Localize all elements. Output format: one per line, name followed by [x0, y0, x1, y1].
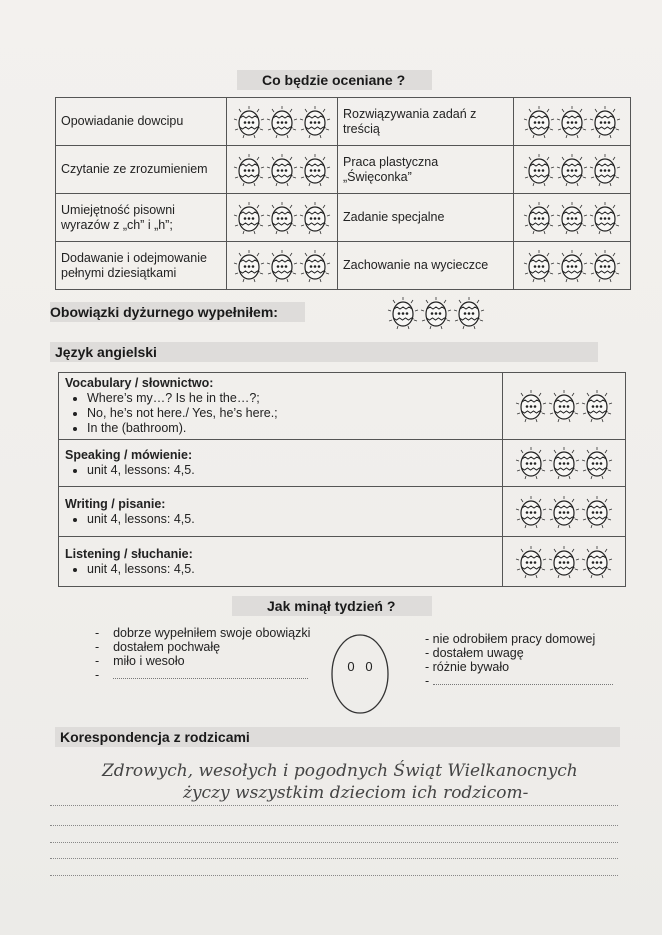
- easter-egg-icon: [453, 296, 485, 330]
- easter-egg-icon: [548, 495, 580, 529]
- egg-rating: [523, 153, 621, 187]
- table-row: [56, 194, 631, 242]
- easter-egg-icon: [299, 153, 331, 187]
- easter-egg-icon: [299, 249, 331, 283]
- egg-rating: [515, 389, 613, 423]
- parents-message-line1: Zdrowych, wesołych i pogodnych Świąt Wielkanocnych: [102, 761, 578, 781]
- grading-right-eggs: [514, 98, 631, 146]
- easter-egg-icon: [581, 389, 613, 423]
- easter-egg-icon: [515, 495, 547, 529]
- dotted-line: [50, 875, 618, 876]
- easter-egg-icon: [266, 201, 298, 235]
- table-row: [59, 373, 626, 440]
- grading-right-label: Rozwiązywania zadań z treścią: [338, 98, 514, 146]
- easter-egg-icon: [515, 446, 547, 480]
- easter-egg-icon: [299, 201, 331, 235]
- grading-left-eggs: [227, 98, 338, 146]
- table-row: [56, 146, 631, 194]
- easter-egg-icon: [233, 105, 265, 139]
- dotted-line: [50, 825, 618, 826]
- egg-rating: [523, 249, 621, 283]
- english-heading: Język angielski: [55, 344, 157, 360]
- easter-egg-icon: [556, 249, 588, 283]
- easter-egg-icon: [581, 495, 613, 529]
- egg-rating: [515, 545, 613, 579]
- english-eggs: [503, 537, 626, 587]
- egg-rating: [233, 105, 331, 139]
- egg-rating: [233, 249, 331, 283]
- grading-left-eggs: [227, 194, 338, 242]
- table-row: [56, 242, 631, 290]
- grading-left-label: Czytanie ze zrozumieniem: [56, 146, 227, 194]
- english-section: [59, 487, 503, 537]
- grading-left-label: Dodawanie i odejmowanie pełnymi dziesiątkami: [56, 242, 227, 290]
- blank-line: -: [95, 668, 325, 682]
- grading-left-eggs: [227, 242, 338, 290]
- easter-egg-icon: [387, 296, 419, 330]
- dotted-line: [50, 842, 618, 843]
- easter-egg-icon: [233, 249, 265, 283]
- egg-rating: [523, 201, 621, 235]
- easter-egg-icon: [515, 545, 547, 579]
- table-row: [59, 440, 626, 487]
- grading-right-label: Zachowanie na wycieczce: [338, 242, 514, 290]
- easter-egg-icon: [589, 153, 621, 187]
- list-item: • Where’s my…? Is he in the…?;: [87, 391, 497, 406]
- english-table: [58, 372, 626, 587]
- easter-egg-icon: [266, 105, 298, 139]
- egg-rating: [515, 495, 613, 529]
- grading-right-label: Zadanie specjalne: [338, 194, 514, 242]
- easter-egg-icon: [556, 105, 588, 139]
- list-item: - miło i wesoło: [95, 654, 185, 668]
- week-right-list: [425, 632, 625, 688]
- list-item: - dostałem pochwałę: [95, 640, 221, 654]
- list-item: - dostałem uwagę: [425, 646, 524, 660]
- easter-egg-icon: [523, 201, 555, 235]
- dotted-line: [50, 805, 618, 806]
- easter-egg-icon: [589, 105, 621, 139]
- easter-egg-icon: [523, 249, 555, 283]
- easter-egg-icon: [581, 446, 613, 480]
- english-section: [59, 440, 503, 487]
- table-row: [56, 98, 631, 146]
- grading-right-eggs: [514, 242, 631, 290]
- list-item: • unit 4, lessons: 4,5.: [87, 463, 497, 478]
- list-item: • In the (bathroom).: [87, 421, 497, 436]
- page-title: Co będzie oceniane ?: [262, 72, 406, 88]
- list-item: - dobrze wypełniłem swoje obowiązki: [95, 626, 311, 640]
- english-section-title: Writing / pisanie:: [65, 496, 166, 511]
- easter-egg-icon: [523, 153, 555, 187]
- easter-egg-icon: [420, 296, 452, 330]
- egg-rating: [515, 446, 613, 480]
- duty-label: Obowiązki dyżurnego wypełniłem:: [50, 304, 278, 320]
- english-eggs: [503, 373, 626, 440]
- parents-heading: Korespondencja z rodzicami: [60, 729, 250, 745]
- grading-right-eggs: [514, 146, 631, 194]
- duty-eggs: [387, 296, 485, 330]
- easter-egg-icon: [233, 201, 265, 235]
- blank-line: -: [425, 674, 625, 688]
- english-eggs: [503, 440, 626, 487]
- easter-egg-icon: [548, 389, 580, 423]
- list-item: • unit 4, lessons: 4,5.: [87, 512, 497, 527]
- easter-egg-icon: [266, 153, 298, 187]
- english-section-title: Speaking / mówienie:: [65, 448, 193, 462]
- grading-left-eggs: [227, 146, 338, 194]
- easter-egg-icon: [233, 153, 265, 187]
- face-oval: [330, 633, 390, 715]
- egg-rating: [523, 105, 621, 139]
- dotted-line: [50, 858, 618, 859]
- english-section: [59, 373, 503, 440]
- english-section: [59, 537, 503, 587]
- easter-egg-icon: [299, 105, 331, 139]
- easter-egg-icon: [589, 201, 621, 235]
- english-section-title: Listening / słuchanie:: [65, 546, 193, 561]
- list-item: - różnie bywało: [425, 660, 510, 674]
- easter-egg-icon: [266, 249, 298, 283]
- easter-egg-icon: [556, 153, 588, 187]
- easter-egg-icon: [548, 545, 580, 579]
- list-item: • unit 4, lessons: 4,5.: [87, 562, 497, 577]
- grading-left-label: Umiejętność pisowni wyrazów z „ch” i „h”;: [56, 194, 227, 242]
- table-row: [59, 537, 626, 587]
- easter-egg-icon: [556, 201, 588, 235]
- face-eyes: 0 0: [347, 659, 373, 674]
- easter-egg-icon: [548, 446, 580, 480]
- table-row: [59, 487, 626, 537]
- list-item: • No, he’s not here./ Yes, he’s here.;: [87, 406, 497, 421]
- easter-egg-icon: [515, 389, 547, 423]
- easter-egg-icon: [589, 249, 621, 283]
- week-left-list: [95, 626, 325, 682]
- english-section-title: Vocabulary / słownictwo:: [65, 376, 214, 390]
- easter-egg-icon: [523, 105, 555, 139]
- parents-message-line2: życzy wszystkim dzieciom ich rodzicom-: [183, 783, 529, 803]
- grading-right-label: Praca plastyczna „Święconka”: [338, 146, 514, 194]
- easter-egg-icon: [581, 545, 613, 579]
- egg-rating: [233, 153, 331, 187]
- week-heading: Jak minął tydzień ?: [267, 598, 396, 614]
- grading-table: [55, 97, 631, 290]
- egg-rating: [233, 201, 331, 235]
- list-item: - nie odrobiłem pracy domowej: [425, 632, 596, 646]
- grading-right-eggs: [514, 194, 631, 242]
- grading-left-label: Opowiadanie dowcipu: [56, 98, 227, 146]
- english-eggs: [503, 487, 626, 537]
